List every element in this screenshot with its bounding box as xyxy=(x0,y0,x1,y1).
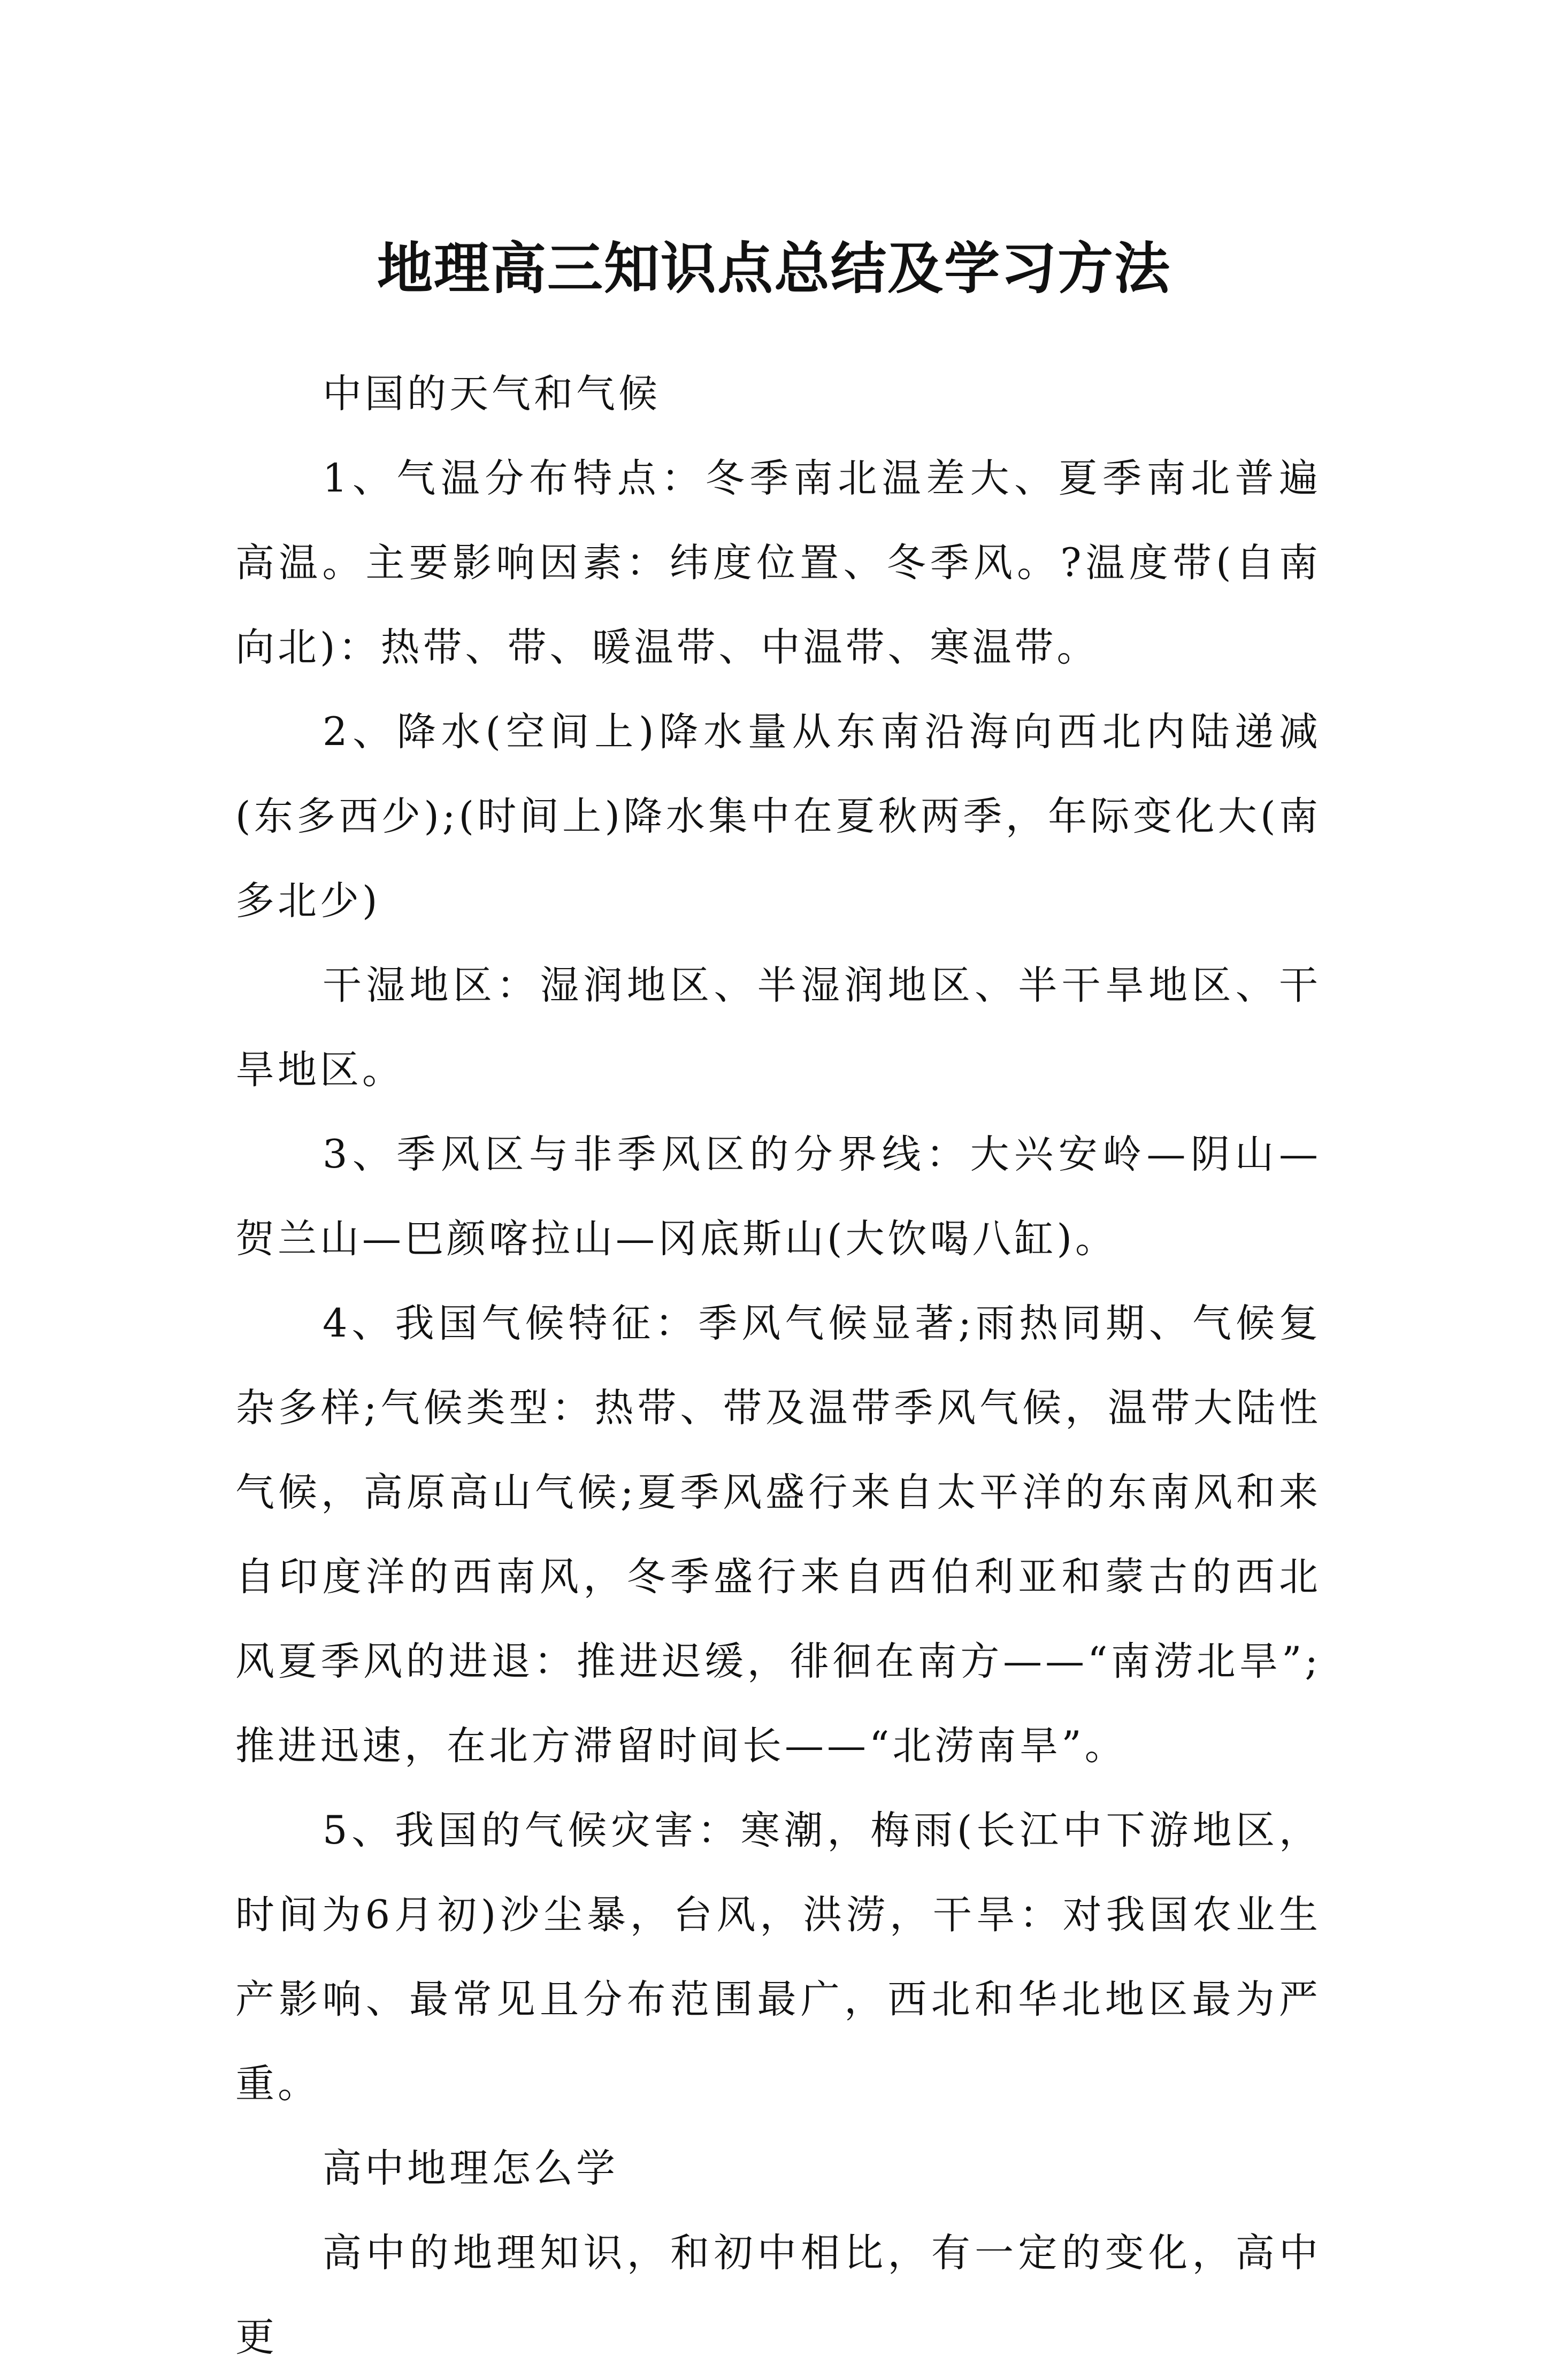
paragraph-temperature: 1、气温分布特点：冬季南北温差大、夏季南北普遍高温。主要影响因素：纬度位置、冬季风。?温度带(自南向北)：热带、带、暖温带、中温带、寒温带。 xyxy=(235,456,1321,670)
paragraph-study-intro: 高中的地理知识，和初中相比，有一定的变化，高中更 xyxy=(235,2230,1321,2360)
paragraph-monsoon-boundary: 3、季风区与非季风区的分界线：大兴安岭—阴山—贺兰山—巴颜喀拉山—冈底斯山(大饮喝八缸)。 xyxy=(235,1132,1321,1262)
paragraph-dry-wet-regions: 干湿地区：湿润地区、半湿润地区、半干旱地区、干旱地区。 xyxy=(235,963,1321,1093)
section-heading-study-method: 高中地理怎么学 xyxy=(323,2146,618,2191)
document-title: 地理高三知识点总结及学习方法 xyxy=(377,235,1171,301)
section-heading-climate: 中国的天气和气候 xyxy=(323,371,661,417)
paragraph-precipitation: 2、降水(空间上)降水量从东南沿海向西北内陆递减(东多西少);(时间上)降水集中在夏秋两季，年际变化大(南多北少) xyxy=(235,709,1321,924)
document-body xyxy=(235,352,1321,2380)
paragraph-climate-features: 4、我国气候特征：季风气候显著;雨热同期、气候复杂多样;气候类型：热带、带及温带季风气候，温带大陆性气候，高原高山气候;夏季风盛行来自太平洋的东南风和来自印度洋的西南风，冬季盛行来自西伯利亚和蒙古的西北风夏季风的进退：推进迟缓，徘徊在南方——“南涝北旱”;推进迅速，在北方滞留时间长——“北涝南旱”。 xyxy=(235,1301,1321,1769)
paragraph-climate-disasters: 5、我国的气候灾害：寒潮，梅雨(长江中下游地区，时间为6月初)沙尘暴，台风，洪涝，干旱：对我国农业生产影响、最常见且分布范围最广，西北和华北地区最为严重。 xyxy=(235,1808,1321,2107)
